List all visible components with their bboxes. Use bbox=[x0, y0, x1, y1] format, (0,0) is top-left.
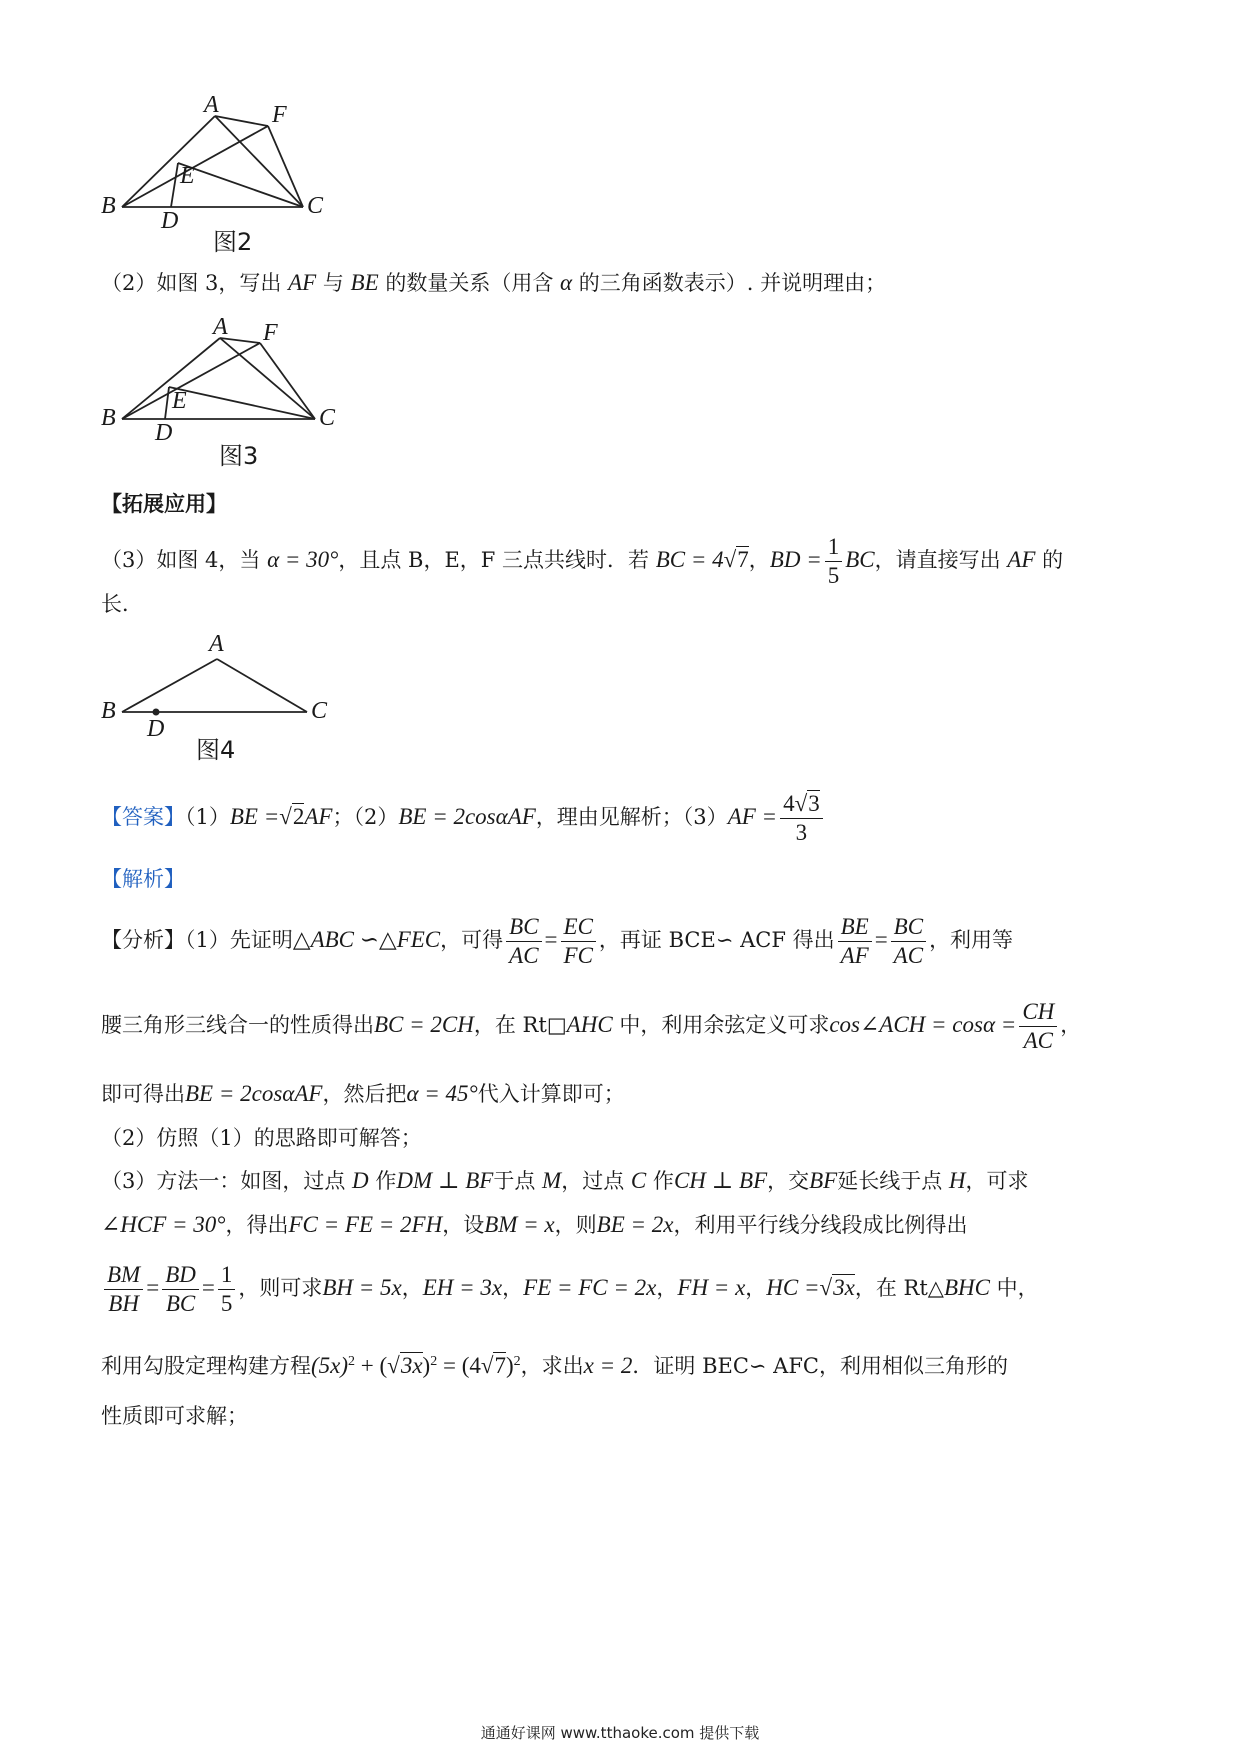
analysis-l2-text-a: 腰三角形三线合一的性质得出 bbox=[101, 1013, 374, 1037]
fig2-label-d: D bbox=[161, 208, 179, 234]
analysis-l5-text-e: ，过点 bbox=[561, 1169, 631, 1193]
frac-bc-ac bbox=[506, 913, 541, 970]
analysis-line-7: $\frac{BM}{BH}$ = $\frac{BD}{BC}$ = $\frac{1}{5}$ ，则可求BH = 5x，EH = 3x，FE = FC = 2x，FH = x，HC =√3x，在 Rt△BHC 中， bbox=[101, 1261, 1039, 1318]
q3-text-2: ，且点 B，E，F 三点共线时．若 bbox=[338, 548, 656, 572]
analysis-line-6 bbox=[101, 1209, 967, 1241]
q2-be: BE bbox=[350, 270, 379, 295]
question-3: （3）如图 4，当 α = 30°，且点 B，E，F 三点共线时．若 BC = 4√7，BD = $\frac{1}{5}$ BC，请直接写出 AF 的 bbox=[101, 534, 1064, 588]
answer-af: AF bbox=[304, 804, 333, 829]
analysis-l2-cos: cos∠ACH = cosα = bbox=[829, 1012, 1017, 1037]
q3-frac-num: 1 bbox=[825, 533, 843, 562]
fig4-label-c: C bbox=[311, 698, 328, 724]
answer-label: 【答案】 bbox=[101, 805, 185, 829]
equals-sign: = bbox=[201, 1275, 215, 1300]
analysis-l2-bc-2ch: BC = 2CH bbox=[374, 1012, 474, 1037]
frac-num: CH bbox=[1019, 998, 1057, 1027]
point-m-label: M bbox=[542, 1168, 562, 1193]
analysis-l5-ch-perp: CH ⊥ BF bbox=[673, 1168, 768, 1193]
frac-num: 1 bbox=[218, 1261, 236, 1290]
analysis-l7-bh: BH = 5x bbox=[322, 1275, 402, 1300]
segment-ab bbox=[122, 659, 217, 712]
segment-bf-label: BF bbox=[809, 1168, 838, 1193]
plus-sign: + bbox=[355, 1353, 380, 1378]
analysis-l7-hc: HC = bbox=[766, 1275, 820, 1300]
analysis-l1-text-c: ，再证 BCE∽ ACF 得出 bbox=[598, 928, 835, 952]
frac-num: EC bbox=[561, 913, 596, 942]
answer-af-eq: AF = bbox=[727, 804, 778, 829]
frac-den: FC bbox=[563, 943, 593, 968]
analysis-l5-text-i: ，可求 bbox=[965, 1169, 1029, 1193]
answer-sqrt-2: 2 bbox=[292, 804, 305, 829]
analysis-l8-text-b: ，求出 bbox=[520, 1354, 584, 1378]
q2-alpha: α bbox=[560, 270, 573, 295]
analysis-l5-text-b: 作 bbox=[368, 1169, 397, 1193]
fig4-label-d: D bbox=[147, 716, 165, 742]
square-exponent: 2 bbox=[348, 1354, 356, 1369]
fig4-label-a: A bbox=[209, 631, 224, 657]
frac-bm-bh bbox=[104, 1261, 143, 1318]
answer-frac-coef: 4 bbox=[783, 791, 795, 816]
point-c-label: C bbox=[630, 1168, 647, 1193]
q3-text-5: 的 bbox=[1035, 548, 1064, 572]
question-3-line-2: 长． bbox=[101, 592, 143, 616]
equals-sign: = bbox=[544, 927, 558, 952]
analysis-l1-text-b: ，可得 bbox=[440, 928, 504, 952]
fig4-label-b: B bbox=[101, 698, 116, 724]
frac-num: BC bbox=[506, 913, 541, 942]
analysis-line-2 bbox=[101, 998, 1081, 1055]
analysis-l6-text-d: ，利用平行线分线段成比例得出 bbox=[673, 1213, 968, 1237]
analysis-line-5 bbox=[101, 1165, 1029, 1197]
analysis-l5-text-a: （3）方法一：如图，过点 bbox=[101, 1169, 353, 1193]
answer-frac-root: 3 bbox=[808, 791, 820, 816]
point-d-label: D bbox=[352, 1168, 369, 1193]
analysis-l2-box: □ bbox=[546, 1013, 567, 1037]
square-exponent: 2 bbox=[513, 1354, 521, 1369]
frac-den: BC bbox=[165, 1291, 196, 1316]
frac-den: 5 bbox=[220, 1291, 233, 1316]
comma: ， bbox=[502, 1276, 524, 1300]
answer-be-cos: BE = 2cosαAF bbox=[398, 804, 536, 829]
frac-ec-fc bbox=[561, 913, 596, 970]
comma: ， bbox=[656, 1276, 678, 1300]
analysis-l7-eh: EH = 3x bbox=[422, 1275, 503, 1300]
analysis-l3-text-a: 即可得出 bbox=[101, 1082, 185, 1106]
q3-bd-eq: BD = bbox=[769, 547, 822, 572]
answer-text-2: ；（2） bbox=[332, 805, 399, 829]
analysis-l5-text-f: 作 bbox=[646, 1169, 674, 1193]
frac-be-af bbox=[838, 913, 872, 970]
q3-af: AF bbox=[1007, 547, 1036, 572]
analysis-l7-bhc: BHC bbox=[943, 1275, 990, 1300]
frac-num: BC bbox=[891, 913, 926, 942]
fig2-label-a: A bbox=[204, 92, 219, 118]
analysis-l1-text-a: （1）先证明 bbox=[185, 928, 293, 952]
analysis-subtitle: 【分析】 bbox=[101, 928, 185, 952]
analysis-l5-dm-perp: DM ⊥ BF bbox=[396, 1168, 494, 1193]
fig3-label-e: E bbox=[172, 388, 187, 414]
q3-alpha-eq: α = 30° bbox=[267, 547, 339, 572]
q2-text-3: 的数量关系（用含 bbox=[378, 271, 561, 295]
analysis-l1-similar: △ABC ∽△FEC bbox=[292, 927, 441, 952]
analysis-l5-text-g: ，交 bbox=[767, 1169, 810, 1193]
q3-text-1: （3）如图 4，当 bbox=[101, 548, 268, 572]
analysis-line-3 bbox=[101, 1078, 625, 1110]
frac-ch-ac bbox=[1019, 998, 1057, 1055]
q3-text-4: ，请直接写出 bbox=[874, 548, 1008, 572]
analysis-l7-hc-root: 3x bbox=[833, 1275, 855, 1300]
analysis-line-8: 利用勾股定理构建方程$(5x)^2 + (√3x)^2 = (4√7)^2$，求出x = 2．证明 BEC∽ AFC，利用相似三角形的 bbox=[101, 1353, 1008, 1378]
analysis-l8-x-value: x = 2 bbox=[583, 1353, 633, 1378]
analysis-l8-term-3-root: 7 bbox=[494, 1353, 506, 1378]
analysis-l3-alpha-45: α = 45° bbox=[406, 1081, 478, 1106]
answer-be-eq: BE = bbox=[229, 804, 280, 829]
analysis-l8-text-c: ．证明 BEC∽ AFC，利用相似三角形的 bbox=[632, 1354, 1008, 1378]
analysis-l1-text-d: ，利用等 bbox=[929, 928, 1014, 952]
page-footer: 通通好课网 www.tthaoke.com 提供下载 bbox=[480, 1724, 760, 1742]
frac-num: BD bbox=[162, 1261, 199, 1290]
analysis-l2-ahc: AHC bbox=[566, 1012, 613, 1037]
analysis-l8-term-2-root: 3x bbox=[400, 1353, 423, 1378]
analysis-l6-text-a: ，得出 bbox=[225, 1213, 289, 1237]
q3-frac-den: 5 bbox=[827, 563, 840, 588]
fig2-label-e: E bbox=[180, 163, 195, 189]
analysis-l7-text-c: 中， bbox=[989, 1276, 1039, 1300]
answer-text-1: （1） bbox=[185, 805, 230, 829]
q2-af: AF bbox=[288, 270, 317, 295]
answer-fraction: $\frac{4√3}{3}$ bbox=[780, 790, 823, 847]
answer-text-3: ，理由见解析；（3） bbox=[535, 805, 728, 829]
analysis-l5-text-h: 延长线于点 bbox=[837, 1169, 949, 1193]
equals-sign: = bbox=[437, 1353, 462, 1378]
frac-num: BE bbox=[838, 913, 872, 942]
analysis-line-1 bbox=[101, 913, 1013, 970]
frac-bd-bc bbox=[162, 1261, 199, 1318]
fig3-label-b: B bbox=[101, 405, 116, 431]
fig3-label-d: D bbox=[155, 420, 173, 446]
fig2-label-b: B bbox=[101, 193, 116, 219]
equals-sign: = bbox=[146, 1275, 160, 1300]
frac-den: AF bbox=[840, 943, 869, 968]
square-exponent: 2 bbox=[430, 1354, 438, 1369]
answer-line: 【答案】（1）BE =√2AF；（2）BE = 2cosαAF，理由见解析；（3）AF = $\frac{4√3}{3}$ bbox=[101, 790, 826, 847]
q3-text-3: ， bbox=[748, 548, 770, 572]
fig3-caption: 图3 bbox=[219, 442, 259, 470]
answer-frac-den: 3 bbox=[795, 820, 808, 845]
analysis-l3-be-cos: BE = 2cosαAF bbox=[185, 1081, 323, 1106]
q3-bc-eq: BC = 4 bbox=[655, 547, 724, 572]
q3-sqrt-7: 7 bbox=[737, 547, 749, 572]
q3-bc: BC bbox=[845, 547, 875, 572]
frac-den: BH bbox=[108, 1291, 139, 1316]
q2-text-4: 的三角函数表示）. 并说明理由； bbox=[572, 271, 887, 295]
analysis-l7-fh: FH = x bbox=[677, 1275, 746, 1300]
analysis-line-9: 性质即可求解； bbox=[101, 1404, 248, 1428]
equals-sign: = bbox=[874, 927, 888, 952]
frac-1-5 bbox=[218, 1261, 236, 1318]
analysis-l3-text-c: 代入计算即可； bbox=[477, 1082, 625, 1106]
analysis-l8-term-3-coef: 4 bbox=[469, 1353, 481, 1378]
analysis-l6-angle: ∠HCF = 30° bbox=[101, 1212, 226, 1237]
frac-den: AC bbox=[893, 943, 924, 968]
analysis-l7-text-a: ，则可求 bbox=[238, 1276, 323, 1300]
fig3-label-c: C bbox=[319, 405, 336, 431]
fig2-label-c: C bbox=[307, 193, 324, 219]
frac-den: AC bbox=[1023, 1028, 1053, 1053]
analysis-line-4: （2）仿照（1）的思路即可解答； bbox=[101, 1126, 422, 1150]
analysis-l7-fe-fc: FE = FC = 2x bbox=[523, 1275, 657, 1300]
point-h-label: H bbox=[948, 1168, 966, 1193]
analysis-l2-text-b: ，在 Rt bbox=[473, 1013, 547, 1037]
segment-ac bbox=[217, 659, 307, 712]
analysis-l2-text-d: ， bbox=[1060, 1013, 1082, 1037]
q2-text-1: （2）如图 3，写出 bbox=[101, 271, 289, 295]
figure-4-diagram bbox=[0, 0, 400, 760]
analysis-l6-bm-x: BM = x bbox=[484, 1212, 555, 1237]
analysis-l6-text-b: ，设 bbox=[442, 1213, 485, 1237]
analysis-l6-be-2x: BE = 2x bbox=[596, 1212, 674, 1237]
extension-heading: 【拓展应用】 bbox=[101, 491, 227, 516]
frac-den: AC bbox=[509, 943, 539, 968]
fig3-label-f: F bbox=[263, 320, 278, 346]
point-d bbox=[153, 709, 160, 716]
analysis-l2-text-c: 中，利用余弦定义可求 bbox=[612, 1013, 830, 1037]
comma: ， bbox=[401, 1276, 423, 1300]
fig2-caption: 图2 bbox=[213, 228, 253, 256]
analysis-label: 【解析】 bbox=[101, 867, 185, 891]
q2-text-2: 与 bbox=[316, 271, 351, 295]
analysis-l6-text-c: ，则 bbox=[554, 1213, 597, 1237]
frac-num: BM bbox=[104, 1261, 143, 1290]
fig3-label-a: A bbox=[213, 314, 228, 340]
analysis-l8-term-1: (5x) bbox=[311, 1353, 349, 1378]
analysis-l5-text-c: 于点 bbox=[493, 1169, 543, 1193]
comma: ， bbox=[745, 1276, 767, 1300]
analysis-l8-text-a: 利用勾股定理构建方程 bbox=[101, 1354, 311, 1378]
fig2-label-f: F bbox=[272, 102, 287, 128]
q3-fraction bbox=[825, 533, 843, 590]
fig4-caption: 图4 bbox=[196, 736, 236, 764]
analysis-l7-text-b: ，在 Rt△ bbox=[854, 1276, 944, 1300]
analysis-l6-fc-fe: FC = FE = 2FH bbox=[288, 1212, 443, 1237]
frac-bc-ac-2 bbox=[891, 913, 926, 970]
analysis-l3-text-b: ，然后把 bbox=[322, 1082, 407, 1106]
